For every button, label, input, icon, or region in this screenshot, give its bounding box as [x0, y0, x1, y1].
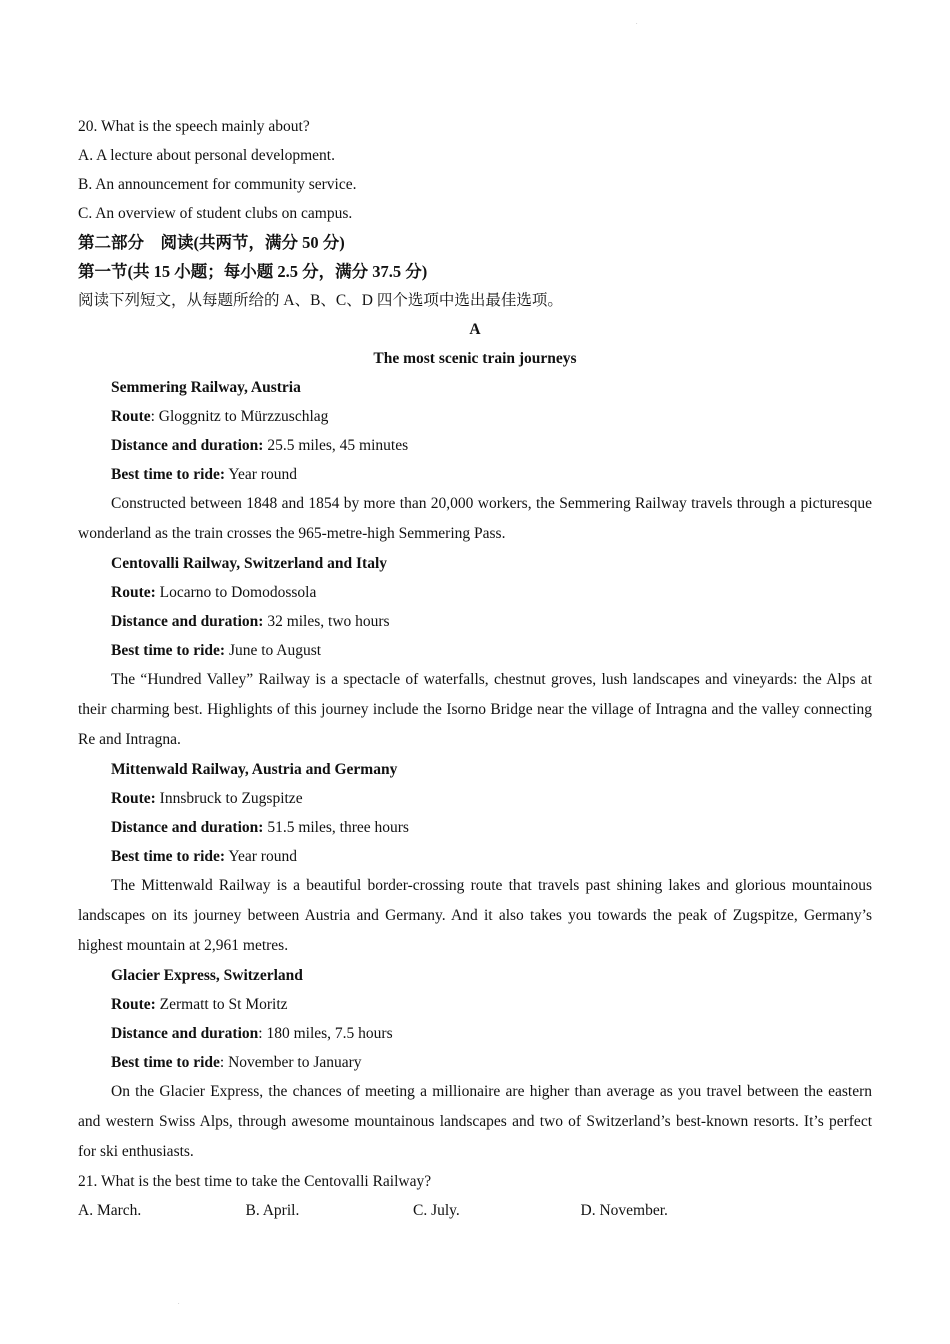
journey-best-time — [78, 842, 872, 871]
q21-stem: 21. What is the best time to take the Centovalli Railway? — [78, 1173, 432, 1190]
document-page — [78, 112, 872, 1225]
best-time-label: Best time to ride: — [111, 466, 226, 483]
route-value: Locarno to Domodossola — [155, 584, 317, 601]
route-label: Route: — [111, 790, 156, 807]
q21-option-c: C. July. — [413, 1202, 460, 1219]
best-time-label: Best time to ride — [111, 1054, 220, 1071]
scan-dot: . — [178, 1300, 180, 1306]
q20-option-b: B. An announcement for community service. — [78, 176, 357, 193]
journey-distance — [78, 1019, 872, 1048]
scan-dot: . — [636, 20, 638, 26]
journey-best-time — [78, 636, 872, 665]
route-label: Route: — [111, 584, 156, 601]
route-value: Innsbruck to Zugspitze — [155, 790, 303, 807]
journey-best-time — [78, 460, 872, 489]
journey-distance — [78, 813, 872, 842]
journey-route — [78, 784, 872, 813]
journey-glacier-express — [78, 961, 872, 1167]
distance-value: : 180 miles, 7.5 hours — [258, 1025, 393, 1042]
q20-option-c: C. An overview of student clubs on campus. — [78, 205, 353, 222]
route-label: Route — [111, 408, 151, 425]
journey-mittenwald — [78, 755, 872, 961]
distance-label: Distance and duration: — [111, 819, 264, 836]
journey-name: Glacier Express, Switzerland — [111, 967, 303, 984]
best-time-value: June to August — [225, 642, 322, 659]
best-time-label: Best time to ride: — [111, 642, 226, 659]
route-label: Route: — [111, 996, 156, 1013]
part2-heading: 第二部分 阅读(共两节，满分 50 分) — [78, 233, 345, 252]
distance-value: 32 miles, two hours — [263, 613, 390, 630]
journey-description: Constructed between 1848 and 1854 by more than 20,000 workers, the Semmering Railway travels through a picturesque wonderland as the train crosses the 965-metre-high Semmering Pass. — [78, 495, 872, 542]
journey-semmering — [78, 373, 872, 549]
journey-description: The Mittenwald Railway is a beautiful border-crossing route that travels past shining lakes and glorious mountainous landscapes on its journey between Austria and Germany. And it also takes you towards the peak of Zugspitze, Germany’s highest mountain at 2,961 metres. — [78, 877, 872, 954]
journey-route — [78, 402, 872, 431]
journey-best-time — [78, 1048, 872, 1077]
route-value: Zermatt to St Moritz — [155, 996, 288, 1013]
q21-option-b: B. April. — [245, 1202, 300, 1219]
q20-stem: 20. What is the speech mainly about? — [78, 118, 310, 135]
distance-value: 25.5 miles, 45 minutes — [263, 437, 409, 454]
best-time-label: Best time to ride: — [111, 848, 226, 865]
distance-label: Distance and duration — [111, 1025, 259, 1042]
best-time-value: : November to January — [219, 1054, 362, 1071]
distance-label: Distance and duration: — [111, 613, 264, 630]
passage-letter: A — [469, 321, 481, 338]
q21-option-a: A. March. — [78, 1202, 142, 1219]
route-value: : Gloggnitz to Mürzzuschlag — [150, 408, 329, 425]
best-time-value: Year round — [225, 848, 297, 865]
journey-route — [78, 578, 872, 607]
journey-description: On the Glacier Express, the chances of meeting a millionaire are higher than average as you travel between the eastern and western Swiss Alps, through awesome mountainous landscapes and two of Switzerland’s best-known resorts. It’s perfect for ski enthusiasts. — [78, 1083, 872, 1160]
journey-distance — [78, 431, 872, 460]
journey-distance — [78, 607, 872, 636]
journey-route — [78, 990, 872, 1019]
journey-name: Mittenwald Railway, Austria and Germany — [111, 761, 398, 778]
q21-options — [78, 1196, 872, 1225]
section1-heading: 第一节(共 15 小题；每小题 2.5 分，满分 37.5 分) — [78, 262, 428, 281]
journey-name: Centovalli Railway, Switzerland and Italy — [111, 555, 388, 572]
best-time-value: Year round — [225, 466, 297, 483]
reading-instruction: 阅读下列短文，从每题所给的 A、B、C、D 四个选项中选出最佳选项。 — [78, 292, 563, 309]
distance-value: 51.5 miles, three hours — [263, 819, 409, 836]
passage-title: The most scenic train journeys — [373, 350, 577, 367]
journey-description: The “Hundred Valley” Railway is a spectacle of waterfalls, chestnut groves, lush landscapes and vineyards: the Alps at their charming best. Highlights of this journey include the Isorno Bridge near the village of Intragna and the valley connecting Re and Intragna. — [78, 671, 872, 748]
journey-name: Semmering Railway, Austria — [111, 379, 301, 396]
q21-option-d: D. November. — [580, 1202, 668, 1219]
distance-label: Distance and duration: — [111, 437, 264, 454]
journey-centovalli — [78, 549, 872, 755]
q20-option-a: A. A lecture about personal development. — [78, 147, 335, 164]
